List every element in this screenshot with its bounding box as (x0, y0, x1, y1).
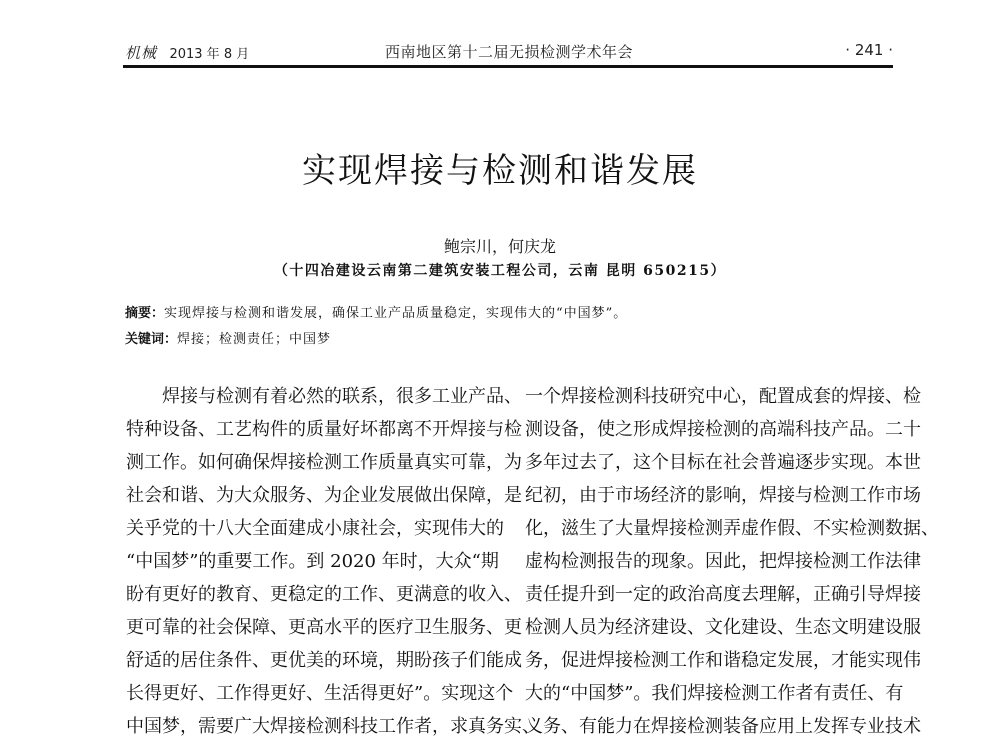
body-line: 焊接与检测有着必然的联系，很多工业产品、 (162, 386, 522, 407)
keywords-label: 关键词： (125, 332, 178, 347)
body-line: 多年过去了，这个目标在社会普遍逐步实现。本世 (525, 452, 921, 473)
body-line: 舒适的居住条件、更优美的环境，期盼孩子们能成 (126, 650, 522, 671)
body-line: 测设备，使之形成焊接检测的高端科技产品。二十 (525, 419, 921, 440)
body-line: 一个焊接检测科技研究中心，配置成套的焊接、检 (525, 386, 921, 407)
body-right-column (525, 380, 939, 743)
body-line: 大的“中国梦”。我们焊接检测工作者有责任、有 (525, 683, 904, 704)
body-line: 盼有更好的教育、更稳定的工作、更满意的收入、 (126, 584, 522, 605)
header-divider (123, 65, 893, 68)
body-line: “中国梦”的重要工作。到 2020 年时，大众“期 (126, 551, 499, 572)
author-affiliation: （十四冶建设云南第二建筑安装工程公司，云南 昆明 650215） (273, 263, 727, 279)
keywords (125, 328, 331, 347)
body-line: 责任提升到一定的政治高度去理解，正确引导焊接 (525, 584, 921, 605)
body-line: 特种设备、工艺构件的质量好坏都离不开焊接与检 (126, 419, 522, 440)
abstract (125, 302, 627, 321)
abstract-text: 实现焊接与检测和谐发展，确保工业产品质量稳定，实现伟大的“中国梦”。 (164, 306, 628, 321)
body-line: 测工作。如何确保焊接检测工作质量真实可靠，为 (126, 452, 522, 473)
article-title: 实现焊接与检测和谐发展 (302, 151, 698, 191)
article-authors: 鲍宗川，何庆龙 (443, 237, 556, 256)
body-line: 化，滋生了大量焊接检测弄虚作假、不实检测数据、 (525, 518, 939, 539)
body-line: 检测人员为经济建设、文化建设、生态文明建设服 (525, 617, 921, 638)
conference-name: 西南地区第十二届无损检测学术年会 (385, 43, 634, 61)
body-line: 更可靠的社会保障、更高水平的医疗卫生服务、更 (126, 617, 522, 638)
body-line: 务，促进焊接检测工作和谐稳定发展，才能实现伟 (525, 650, 921, 671)
journal-info (125, 42, 249, 63)
body-line: 关乎党的十八大全面建成小康社会，实现伟大的 (126, 518, 504, 539)
body-line: 纪初，由于市场经济的影响，焊接与检测工作市场 (525, 485, 921, 506)
body-line: 虚构检测报告的现象。因此，把焊接检测工作法律 (525, 551, 921, 572)
body-line: 社会和谐、为大众服务、为企业发展做出保障，是 (126, 485, 522, 506)
body-line: 长得更好、工作得更好、生活得更好”。实现这个 (126, 683, 514, 704)
page-number: · 241 · (845, 41, 893, 59)
abstract-label: 摘要： (125, 306, 165, 321)
running-header (123, 36, 893, 64)
keywords-text: 焊接；检测责任；中国梦 (177, 332, 332, 347)
body-line: 义务、有能力在焊接检测装备应用上发挥专业技术 (525, 716, 921, 737)
issue-date: 2013 年 8 月 (169, 47, 250, 62)
body-line: 中国梦，需要广大焊接检测科技工作者，求真务实、 (126, 716, 540, 737)
journal-name: 机械 (125, 44, 158, 62)
body-left-column (126, 380, 540, 743)
